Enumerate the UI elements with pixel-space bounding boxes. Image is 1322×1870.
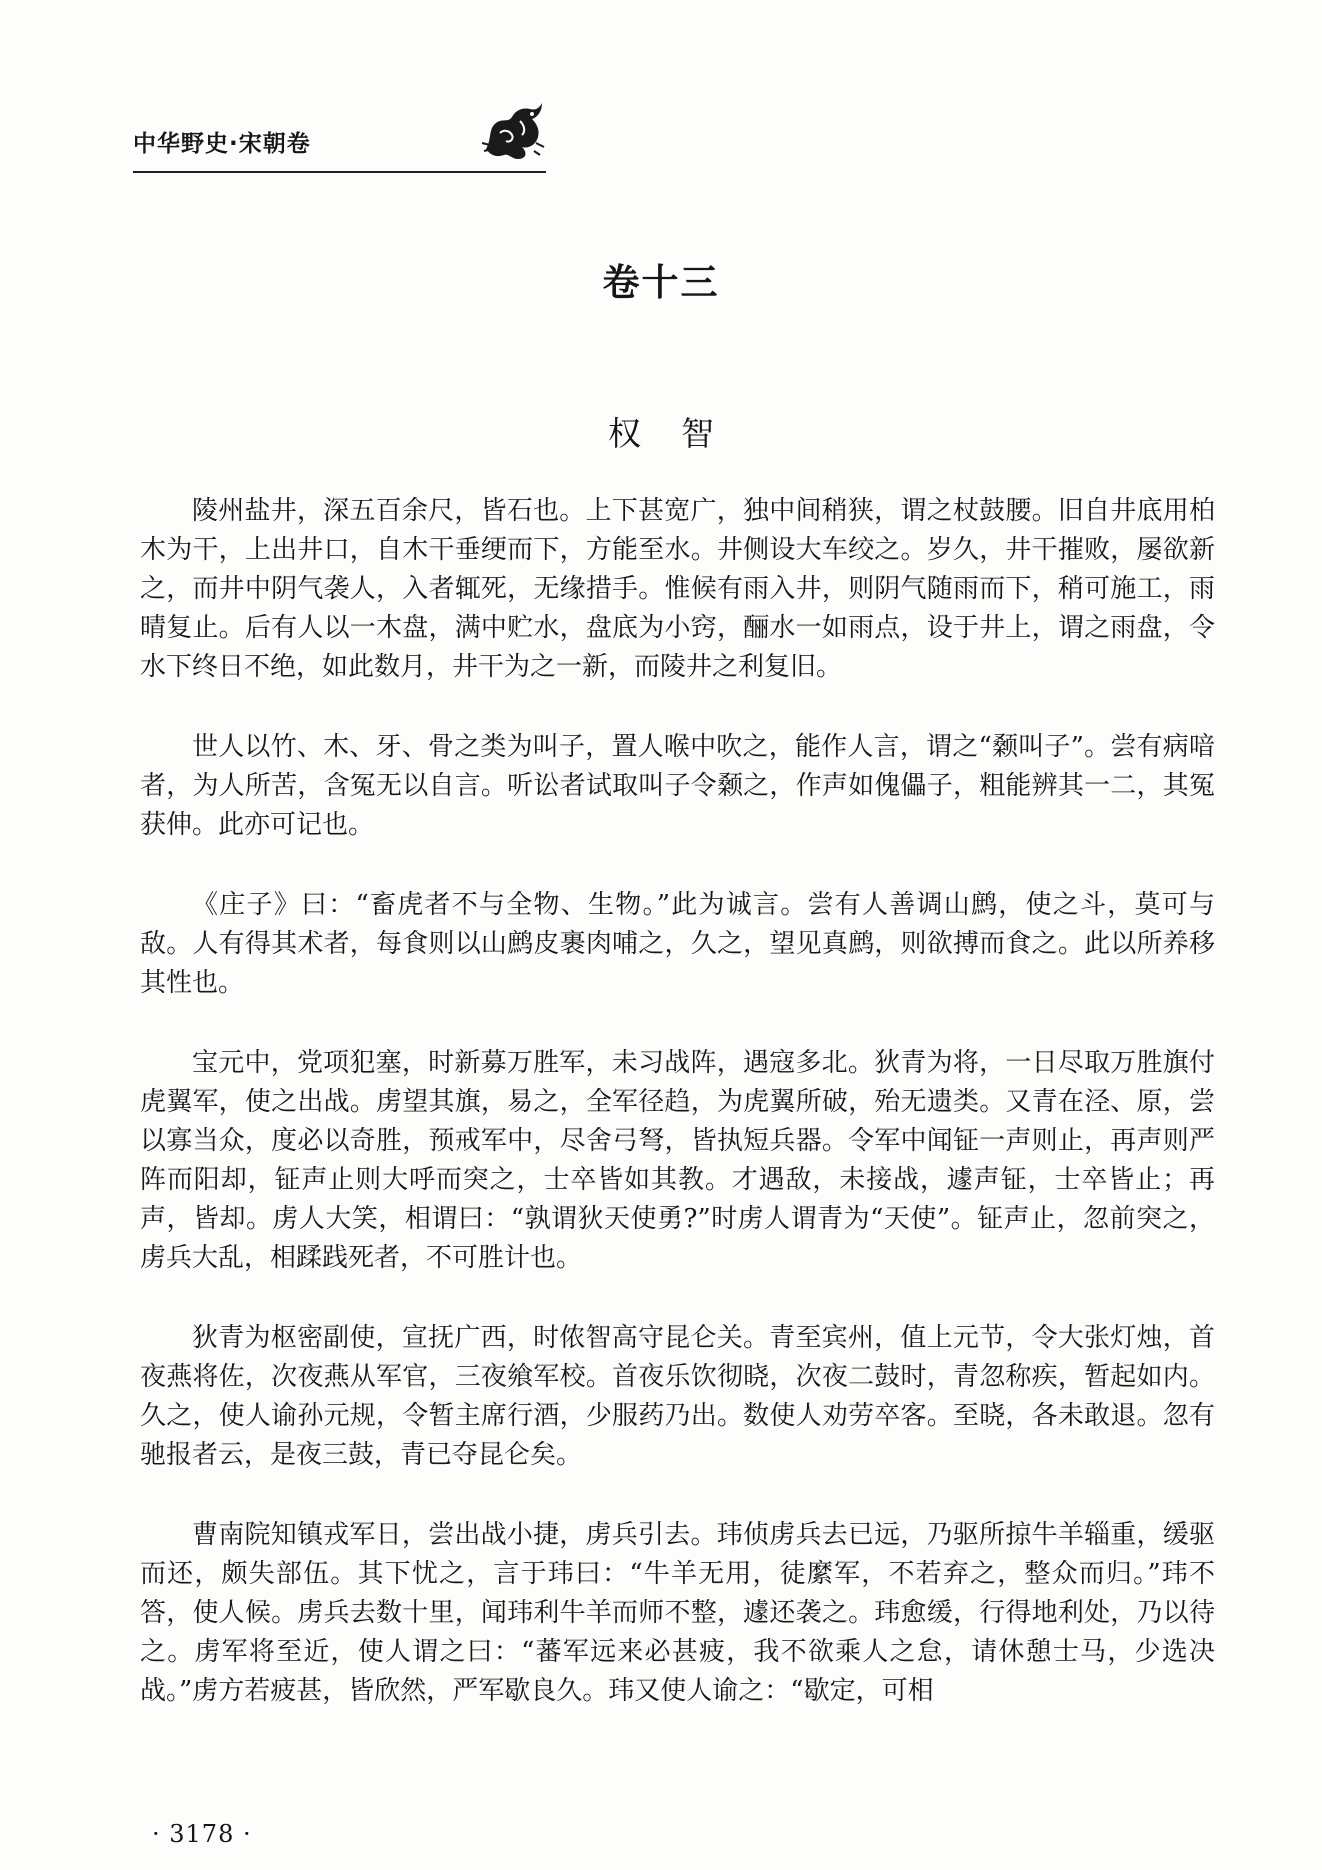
header-divider [133,171,546,173]
section-title: 权智 [608,414,754,453]
paragraph: 世人以竹、木、牙、骨之类为叫子，置人喉中吹之，能作人言，谓之“颡叫子”。尝有病喑者，为人所苦，含冤无以自言。听讼者试取叫子令颡之，作声如傀儡子，粗能辨其一二，其冤获伸。此亦可记也。 [140,732,1215,840]
dragon-ornament-icon [478,99,548,161]
paragraph: 《庄子》曰：“畜虎者不与全物、生物。”此为诚言。尝有人善调山鹧，使之斗，莫可与敌。人有得其术者，每食则以山鹧皮裹肉哺之，久之，望见真鹧，则欲搏而食之。此以所养移其性也。 [140,890,1215,998]
body-text [140,492,1215,1752]
paragraph: 陵州盐井，深五百余尺，皆石也。上下甚宽广，独中间稍狭，谓之杖鼓腰。旧自井底用柏木为干，上出井口，自木干垂绠而下，方能至水。井侧设大车绞之。岁久，井干摧败，屡欲新之，而井中阴气袭人，入者辄死，无缘措手。惟候有雨入井，则阴气随雨而下，稍可施工，雨晴复止。后有人以一木盘，满中贮水，盘底为小窍，酾水一如雨点，设于井上，谓之雨盘，令水下终日不绝，如此数月，井干为之一新，而陵井之利复旧。 [140,496,1215,682]
paragraph: 宝元中，党项犯塞，时新募万胜军，未习战阵，遇寇多北。狄青为将，一日尽取万胜旗付虎翼军，使之出战。虏望其旗，易之，全军径趋，为虎翼所破，殆无遗类。又青在泾、原，尝以寡当众，度必以奇胜，预戒军中，尽舍弓弩，皆执短兵器。令军中闻钲一声则止，再声则严阵而阳却，钲声止则大呼而突之，士卒皆如其教。才遇敌，未接战，遽声钲，士卒皆止；再声，皆却。虏人大笑，相谓曰：“孰谓狄天使勇?”时虏人谓青为“天使”。钲声止，忽前突之，虏兵大乱，相蹂践死者，不可胜计也。 [140,1048,1215,1273]
page-number: · 3178 · [152,1820,252,1848]
book-title: 中华野史·宋朝卷 [133,131,311,157]
paragraph: 狄青为枢密副使，宣抚广西，时侬智高守昆仑关。青至宾州，值上元节，令大张灯烛，首夜燕将佐，次夜燕从军官，三夜飨军校。首夜乐饮彻晓，次夜二鼓时，青忽称疾，暂起如内。久之，使人谕孙元规，令暂主席行酒，少服药乃出。数使人劝劳卒客。至晓，各未敢退。忽有驰报者云，是夜三鼓，青已夺昆仑矣。 [140,1323,1215,1470]
paragraph: 曹南院知镇戎军日，尝出战小捷，虏兵引去。玮侦虏兵去已远，乃驱所掠牛羊辎重，缓驱而还，颇失部伍。其下忧之，言于玮曰：“牛羊无用，徒縻军，不若弃之，整众而归。”玮不答，使人候。虏兵去数十里，闻玮利牛羊而师不整，遽还袭之。玮愈缓，行得地利处，乃以待之。虏军将至近，使人谓之曰：“蕃军远来必甚疲，我不欲乘人之怠，请休憩士马，少选决战。”虏方若疲甚，皆欣然，严军歇良久。玮又使人谕之：“歇定，可相 [140,1520,1215,1706]
volume-title: 卷十三 [602,261,720,304]
running-header [133,95,546,175]
